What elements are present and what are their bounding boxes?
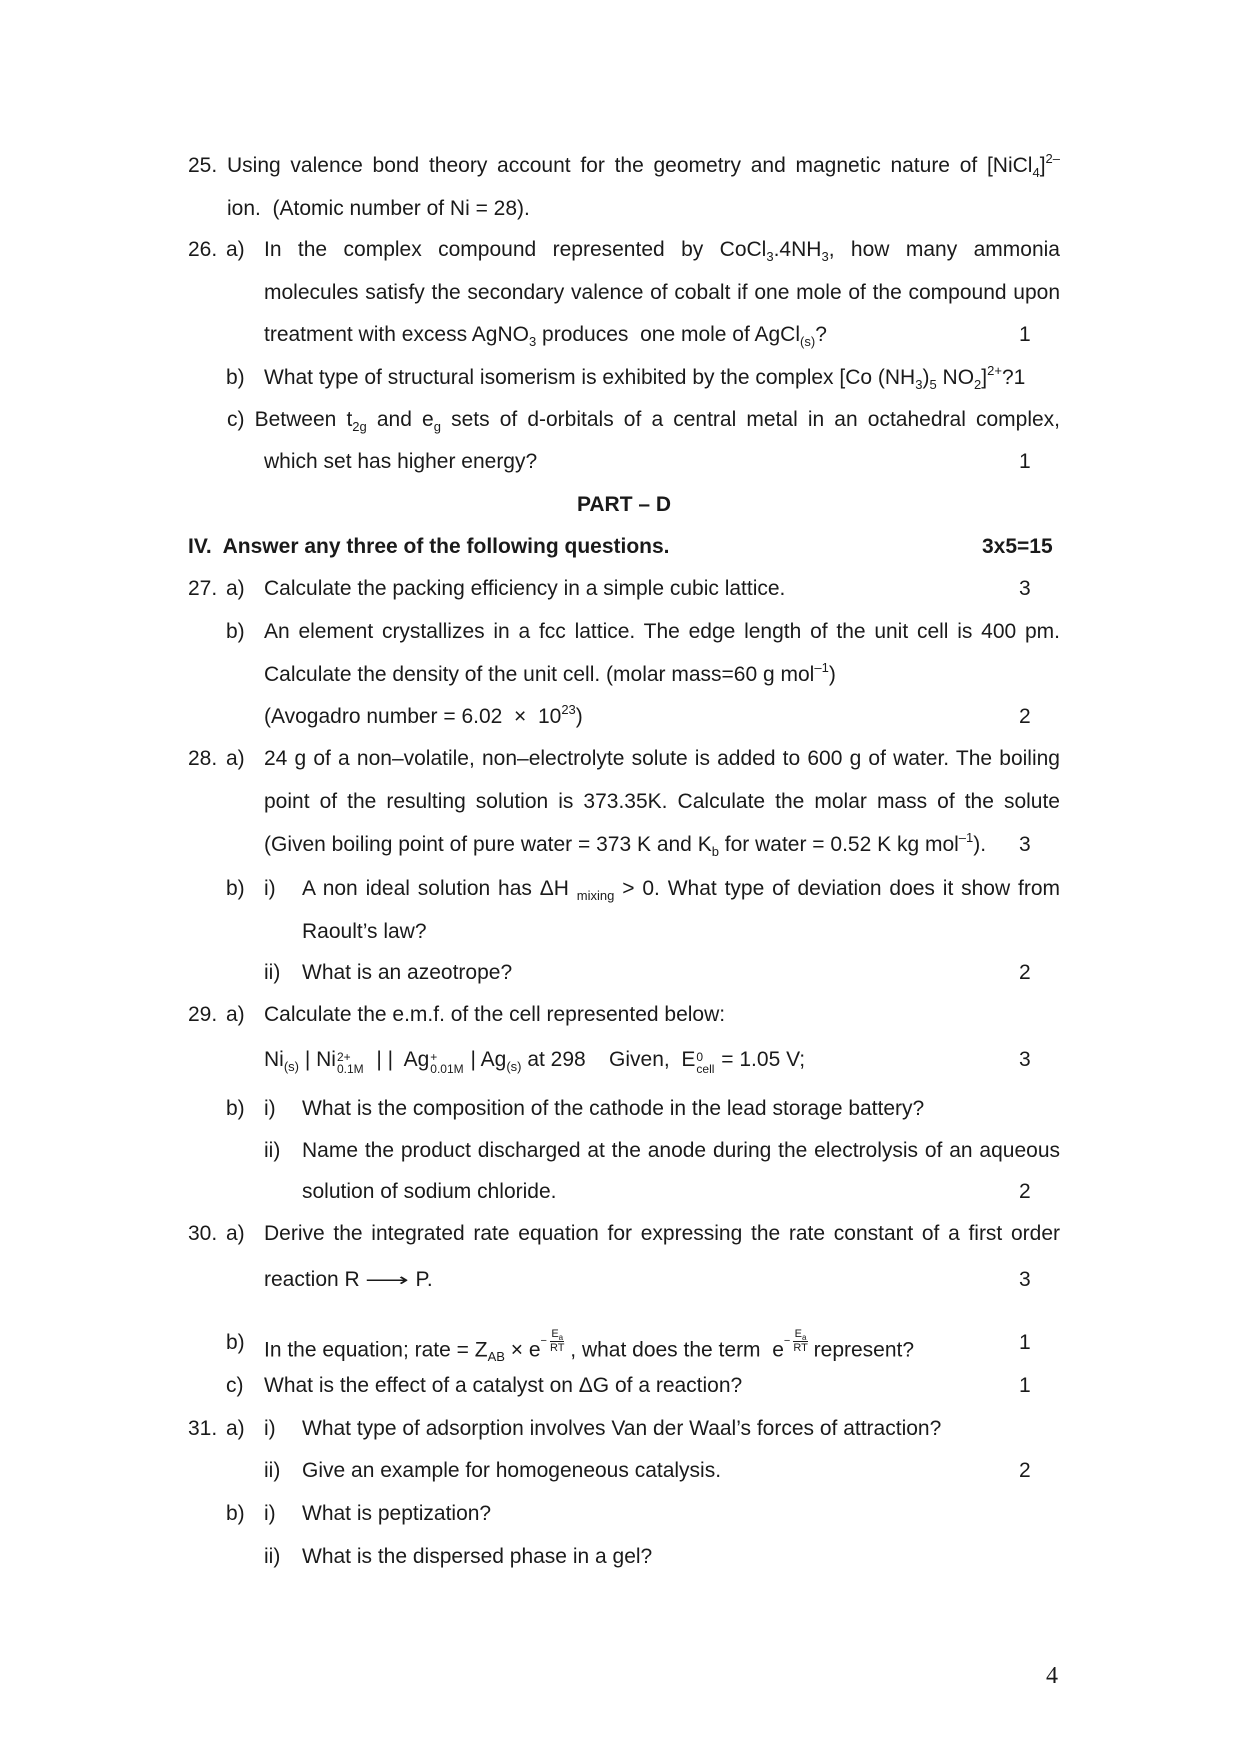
exponent-minus: − — [783, 1335, 791, 1347]
q26a-line-3 — [0, 321, 1241, 349]
q30a-line-1 — [0, 1220, 1241, 1248]
q29a-cell-notation — [0, 1046, 1241, 1074]
superscript: 2– — [1045, 151, 1060, 166]
text-segment: > 0. What type of deviation does it show from — [614, 877, 1060, 900]
part-label: i) — [264, 1097, 276, 1120]
marks: 3 — [1019, 1268, 1031, 1291]
q26a-line-1 — [0, 236, 1241, 264]
text-segment: ? — [815, 323, 827, 346]
fraction-numerator — [793, 1329, 807, 1342]
text-segment: .4NH — [773, 238, 822, 261]
sub-question-label: c) — [226, 1374, 244, 1397]
sub-question-label: b) — [226, 877, 245, 900]
text-segment: = 1.05 V; — [715, 1048, 806, 1071]
section-marks: 3x5=15 — [982, 535, 1053, 558]
part-label: ii) — [264, 1139, 281, 1162]
text-segment: ) — [828, 663, 836, 686]
q28a-line-3 — [0, 831, 1241, 859]
marks: 2 — [1019, 1180, 1031, 1203]
subscript: (s) — [283, 1059, 300, 1074]
marks: 1 — [1019, 1331, 1031, 1354]
text-segment: ) — [922, 366, 930, 389]
cell-notation — [264, 1046, 805, 1075]
sub-question-label: b) — [226, 1097, 245, 1120]
subscript: 3 — [915, 377, 923, 392]
fraction — [550, 1329, 564, 1354]
text-segment: represent? — [807, 1338, 915, 1362]
marks: 1 — [1019, 323, 1031, 346]
sub-question-label: a) — [226, 1003, 245, 1026]
subscript: mixing — [576, 888, 615, 903]
question-text: 24 g of a non–volatile, non–electrolyte solute is added to 600 g of water. The boiling — [264, 747, 1060, 770]
subscript: 0.1M — [336, 1062, 364, 1076]
question-number: 27. — [188, 577, 218, 600]
subscript: a — [802, 1333, 807, 1342]
question-text: molecules satisfy the secondary valence of cobalt if one mole of the compound upon — [264, 281, 1060, 304]
text-segment: Using valence bond theory account for the geometry and magnetic nature of [NiCl — [227, 154, 1033, 177]
q31b-ii-line — [0, 1543, 1241, 1571]
sub-question-label: b) — [226, 620, 245, 643]
question-text: which set has higher energy? — [264, 450, 538, 473]
text-segment: A non ideal solution has ΔH — [302, 877, 577, 900]
q28b-i-line-2 — [0, 918, 1241, 946]
text-segment: × e — [504, 1338, 541, 1362]
sub-question-label: b) — [226, 1331, 245, 1354]
marks: 3 — [1019, 833, 1031, 856]
page-number: 4 — [1046, 1663, 1058, 1689]
question-text — [264, 1329, 914, 1364]
text-segment: | Ag — [464, 1048, 507, 1071]
fraction — [793, 1329, 807, 1354]
question-text: What is the effect of a catalyst on ΔG of a reaction? — [264, 1374, 743, 1397]
question-text — [264, 364, 1025, 392]
q31a-ii-line — [0, 1457, 1241, 1485]
part-label: ii) — [264, 1545, 281, 1568]
subscript: 3 — [821, 249, 829, 264]
question-text: point of the resulting solution is 373.35K. Calculate the molar mass of the solute — [264, 790, 1060, 813]
q28a-line-1 — [0, 745, 1241, 773]
fraction-denominator: RT — [549, 1342, 565, 1354]
question-text — [227, 152, 1060, 180]
text-segment: ) — [575, 705, 583, 728]
sub-question-label: b) — [226, 1502, 245, 1525]
subscript: b — [711, 844, 719, 859]
question-text: What is the dispersed phase in a gel? — [302, 1545, 653, 1568]
part-label: ii) — [264, 1459, 281, 1482]
question-text: Give an example for homogeneous catalysis. — [302, 1459, 722, 1482]
text-segment: In the equation; rate = Z — [264, 1338, 488, 1362]
text-segment: c) Between t — [227, 408, 353, 431]
text-segment: at 298 Given, E — [521, 1048, 696, 1071]
question-text: Name the product discharged at the anode during the electrolysis of an aqueous — [302, 1139, 1060, 1162]
ion-charge-concentration — [430, 1051, 463, 1075]
question-text: What is peptization? — [302, 1502, 492, 1525]
question-number: 25. — [188, 154, 218, 177]
text-segment: | | Ag — [364, 1048, 430, 1071]
q29a-line-1 — [0, 1001, 1241, 1029]
text-segment: and e — [366, 408, 434, 431]
part-label: i) — [264, 1502, 276, 1525]
superscript: 0 — [696, 1050, 704, 1064]
question-text: An element crystallizes in a fcc lattice. The edge length of the unit cell is 400 pm. — [264, 620, 1060, 643]
q30c-line — [0, 1372, 1241, 1400]
part-label: ii) — [264, 961, 281, 984]
q27b-line-2 — [0, 661, 1241, 689]
reaction-arrow-icon: ⟶ — [364, 1270, 409, 1291]
question-text: Calculate the e.m.f. of the cell represented below: — [264, 1003, 726, 1026]
marks: 2 — [1019, 961, 1031, 984]
text-segment: NO — [936, 366, 975, 389]
text-segment: ] — [981, 366, 988, 389]
question-number: 28. — [188, 747, 218, 770]
q25-line-2 — [0, 195, 1241, 223]
q26a-line-2 — [0, 279, 1241, 307]
text-segment: (Avogadro number = 6.02 × 10 — [264, 705, 562, 728]
q30a-line-2 — [0, 1266, 1241, 1294]
question-text — [264, 1266, 433, 1295]
part-label: i) — [264, 877, 276, 900]
text-segment: sets of d-orbitals of a central metal in an octahedral complex, — [440, 408, 1060, 431]
sub-question-label: a) — [226, 1222, 245, 1245]
part-heading-row — [0, 491, 1241, 519]
part-label: i) — [264, 1417, 276, 1440]
text-segment: ). — [973, 833, 987, 856]
superscript: –1 — [814, 660, 829, 675]
question-text — [264, 236, 1060, 264]
text-segment: Calculate the density of the unit cell. (molar mass=60 g mol — [264, 663, 815, 686]
marks: 2 — [1019, 1459, 1031, 1482]
q29b-i-line — [0, 1095, 1241, 1123]
fraction-denominator: RT — [793, 1342, 808, 1354]
superscript: –1 — [958, 830, 974, 845]
exponent-minus: − — [540, 1335, 547, 1347]
q26c-line-1 — [0, 406, 1241, 434]
subscript: (s) — [800, 334, 816, 349]
q28b-ii-line-1 — [0, 959, 1241, 987]
q31b-i-line — [0, 1500, 1241, 1528]
q27a-line-1 — [0, 575, 1241, 603]
text-segment: E — [551, 1328, 559, 1340]
exponent-fraction — [784, 1329, 808, 1354]
question-text — [227, 406, 1060, 434]
text-segment: ?1 — [1001, 366, 1026, 389]
question-text — [264, 661, 836, 689]
text-segment: In the complex compound represented by CoCl — [264, 238, 767, 261]
text-segment: , how many ammonia — [828, 238, 1060, 261]
text-segment: , what does the term e — [564, 1338, 784, 1362]
q26c-line-2 — [0, 448, 1241, 476]
question-text: What is an azeotrope? — [302, 961, 513, 984]
q26b-line-1 — [0, 364, 1241, 392]
sub-question-label: a) — [226, 577, 245, 600]
question-text — [302, 875, 1060, 903]
exponent-fraction — [541, 1329, 565, 1354]
question-number: 31. — [188, 1417, 218, 1440]
text-segment: treatment with excess AgNO — [264, 323, 529, 346]
text-segment: What type of structural isomerism is exhibited by the complex [Co (NH — [264, 366, 916, 389]
text-segment: E — [794, 1328, 803, 1340]
standard-potential-symbol — [696, 1051, 714, 1075]
question-number: 26. — [188, 238, 218, 261]
superscript: 23 — [561, 702, 576, 717]
q27b-line-1 — [0, 618, 1241, 646]
text-segment: produces one mole of AgCl — [536, 323, 801, 346]
question-text — [264, 831, 986, 859]
fraction-numerator — [550, 1329, 564, 1342]
sub-question-label: a) — [226, 747, 245, 770]
subscript: 2g — [352, 419, 367, 434]
question-text: What is the composition of the cathode in the lead storage battery? — [302, 1097, 925, 1120]
q28a-line-2 — [0, 788, 1241, 816]
part-heading: PART – D — [576, 493, 672, 516]
q30b-line — [0, 1328, 1241, 1365]
subscript: g — [433, 419, 441, 434]
text-segment: reaction R — [264, 1268, 360, 1291]
marks: 1 — [1019, 1374, 1031, 1397]
question-text: Derive the integrated rate equation for expressing the rate constant of a first order — [264, 1222, 1060, 1245]
q29b-ii-line-2 — [0, 1178, 1241, 1206]
q25-line-1 — [0, 152, 1241, 180]
subscript: 3 — [766, 249, 774, 264]
text-segment: for water = 0.52 K kg mol — [718, 833, 959, 856]
ion-charge-concentration — [337, 1051, 364, 1075]
marks: 3 — [1019, 1048, 1031, 1071]
question-text — [264, 703, 583, 731]
text-segment: | Ni — [299, 1048, 336, 1071]
sub-question-label: a) — [226, 238, 245, 261]
section-instruction: IV. Answer any three of the following questions. — [188, 535, 670, 558]
subscript: (s) — [506, 1059, 522, 1074]
text-segment: (Given boiling point of pure water = 373 K and K — [264, 833, 712, 856]
question-number: 30. — [188, 1222, 218, 1245]
marks: 2 — [1019, 705, 1031, 728]
superscript: + — [430, 1050, 438, 1064]
subscript: 5 — [929, 377, 937, 392]
subscript: 0.01M — [430, 1062, 464, 1076]
q27b-line-3 — [0, 703, 1241, 731]
superscript: 2+ — [336, 1050, 351, 1064]
question-text: solution of sodium chloride. — [302, 1180, 557, 1203]
question-text: Calculate the packing efficiency in a simple cubic lattice. — [264, 577, 786, 600]
text-segment: ] — [1039, 154, 1046, 177]
question-text: Raoult’s law? — [302, 920, 427, 943]
question-text: ion. (Atomic number of Ni = 28). — [227, 197, 530, 220]
q28b-i-line-1 — [0, 875, 1241, 903]
subscript: cell — [696, 1062, 715, 1076]
subscript: 4 — [1032, 165, 1040, 180]
marks: 1 — [1019, 450, 1031, 473]
text-segment: P. — [415, 1268, 433, 1291]
subscript: a — [558, 1333, 564, 1342]
subscript: AB — [487, 1349, 505, 1365]
subscript: 2 — [974, 377, 982, 392]
sub-question-label: b) — [226, 366, 245, 389]
section-instruction-row — [0, 533, 1241, 561]
question-text — [264, 321, 827, 349]
q29b-ii-line-1 — [0, 1137, 1241, 1165]
question-text: What type of adsorption involves Van der Waal’s forces of attraction? — [302, 1417, 942, 1440]
marks: 3 — [1019, 577, 1031, 600]
superscript: 2+ — [987, 363, 1002, 378]
text-segment: Ni — [264, 1048, 284, 1071]
question-number: 29. — [188, 1003, 218, 1026]
q31a-i-line — [0, 1415, 1241, 1443]
sub-question-label: a) — [226, 1417, 245, 1440]
subscript: 3 — [528, 334, 537, 349]
